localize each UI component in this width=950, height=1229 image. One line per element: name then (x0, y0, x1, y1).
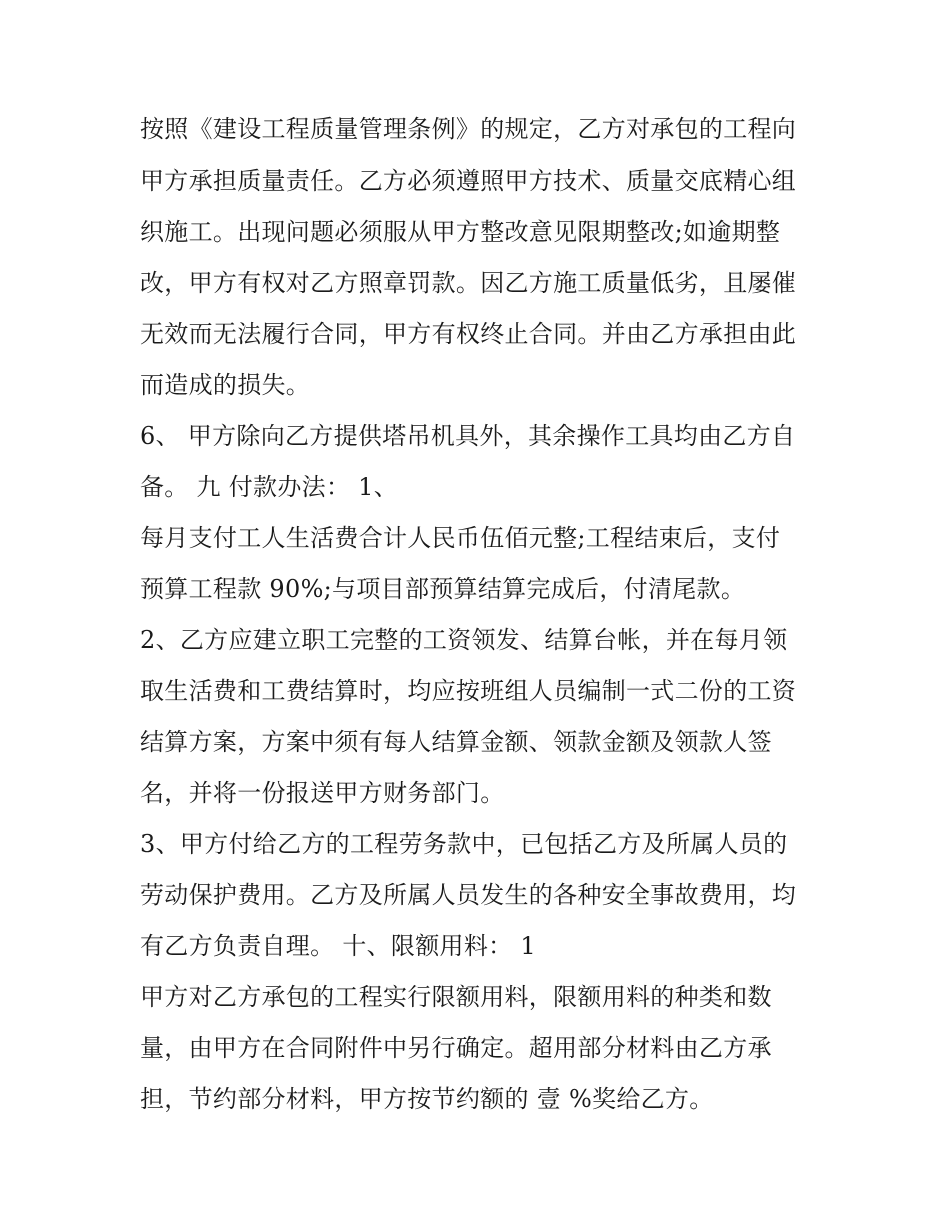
text-line: 结算方案，方案中须有每人结算金额、领款金额及领款人签 (140, 728, 772, 756)
text-line: 甲方承担质量责任。乙方必须遵照甲方技术、质量交底精心组 (140, 167, 797, 195)
text-line: 备。 九 付款办法： 1、 (140, 473, 399, 501)
text-line: 2、乙方应建立职工完整的工资领发、结算台帐，并在每月领 (140, 626, 788, 654)
text-line: 劳动保护费用。乙方及所属人员发生的各种安全事故费用，均 (140, 881, 797, 909)
text-line: 名，并将一份报送甲方财务部门。 (140, 779, 505, 807)
text-line: 按照《建设工程质量管理条例》的规定，乙方对承包的工程向 (140, 115, 797, 143)
text-line: 甲方对乙方承包的工程实行限额用料，限额用料的种类和数 (140, 983, 772, 1011)
text-line: 6、 甲方除向乙方提供塔吊机具外，其余操作工具均由乙方自 (140, 422, 796, 450)
text-line: 量，由甲方在合同附件中另行确定。超用部分材料由乙方承 (140, 1034, 772, 1062)
text-line: 无效而无法履行合同，甲方有权终止合同。并由乙方承担由此 (140, 320, 797, 348)
text-line: 取生活费和工费结算时，均应按班组人员编制一式二份的工资 (140, 677, 797, 705)
text-line: 每月支付工人生活费合计人民币伍佰元整;工程结束后，支付 (140, 524, 781, 552)
text-line: 而造成的损失。 (140, 371, 311, 399)
text-line: 预算工程款 90%;与项目部预算结算完成后，付清尾款。 (140, 575, 746, 603)
text-line: 有乙方负责自理。 十、限额用料： 1 (140, 932, 536, 960)
text-line: 担，节约部分材料，甲方按节约额的 壹 %奖给乙方。 (140, 1085, 714, 1113)
text-line: 改，甲方有权对乙方照章罚款。因乙方施工质量低劣，且屡催 (140, 269, 797, 297)
text-line: 织施工。出现问题必须服从甲方整改意见限期整改;如逾期整 (140, 218, 781, 246)
text-line: 3、甲方付给乙方的工程劳务款中，已包括乙方及所属人员的 (140, 830, 788, 858)
